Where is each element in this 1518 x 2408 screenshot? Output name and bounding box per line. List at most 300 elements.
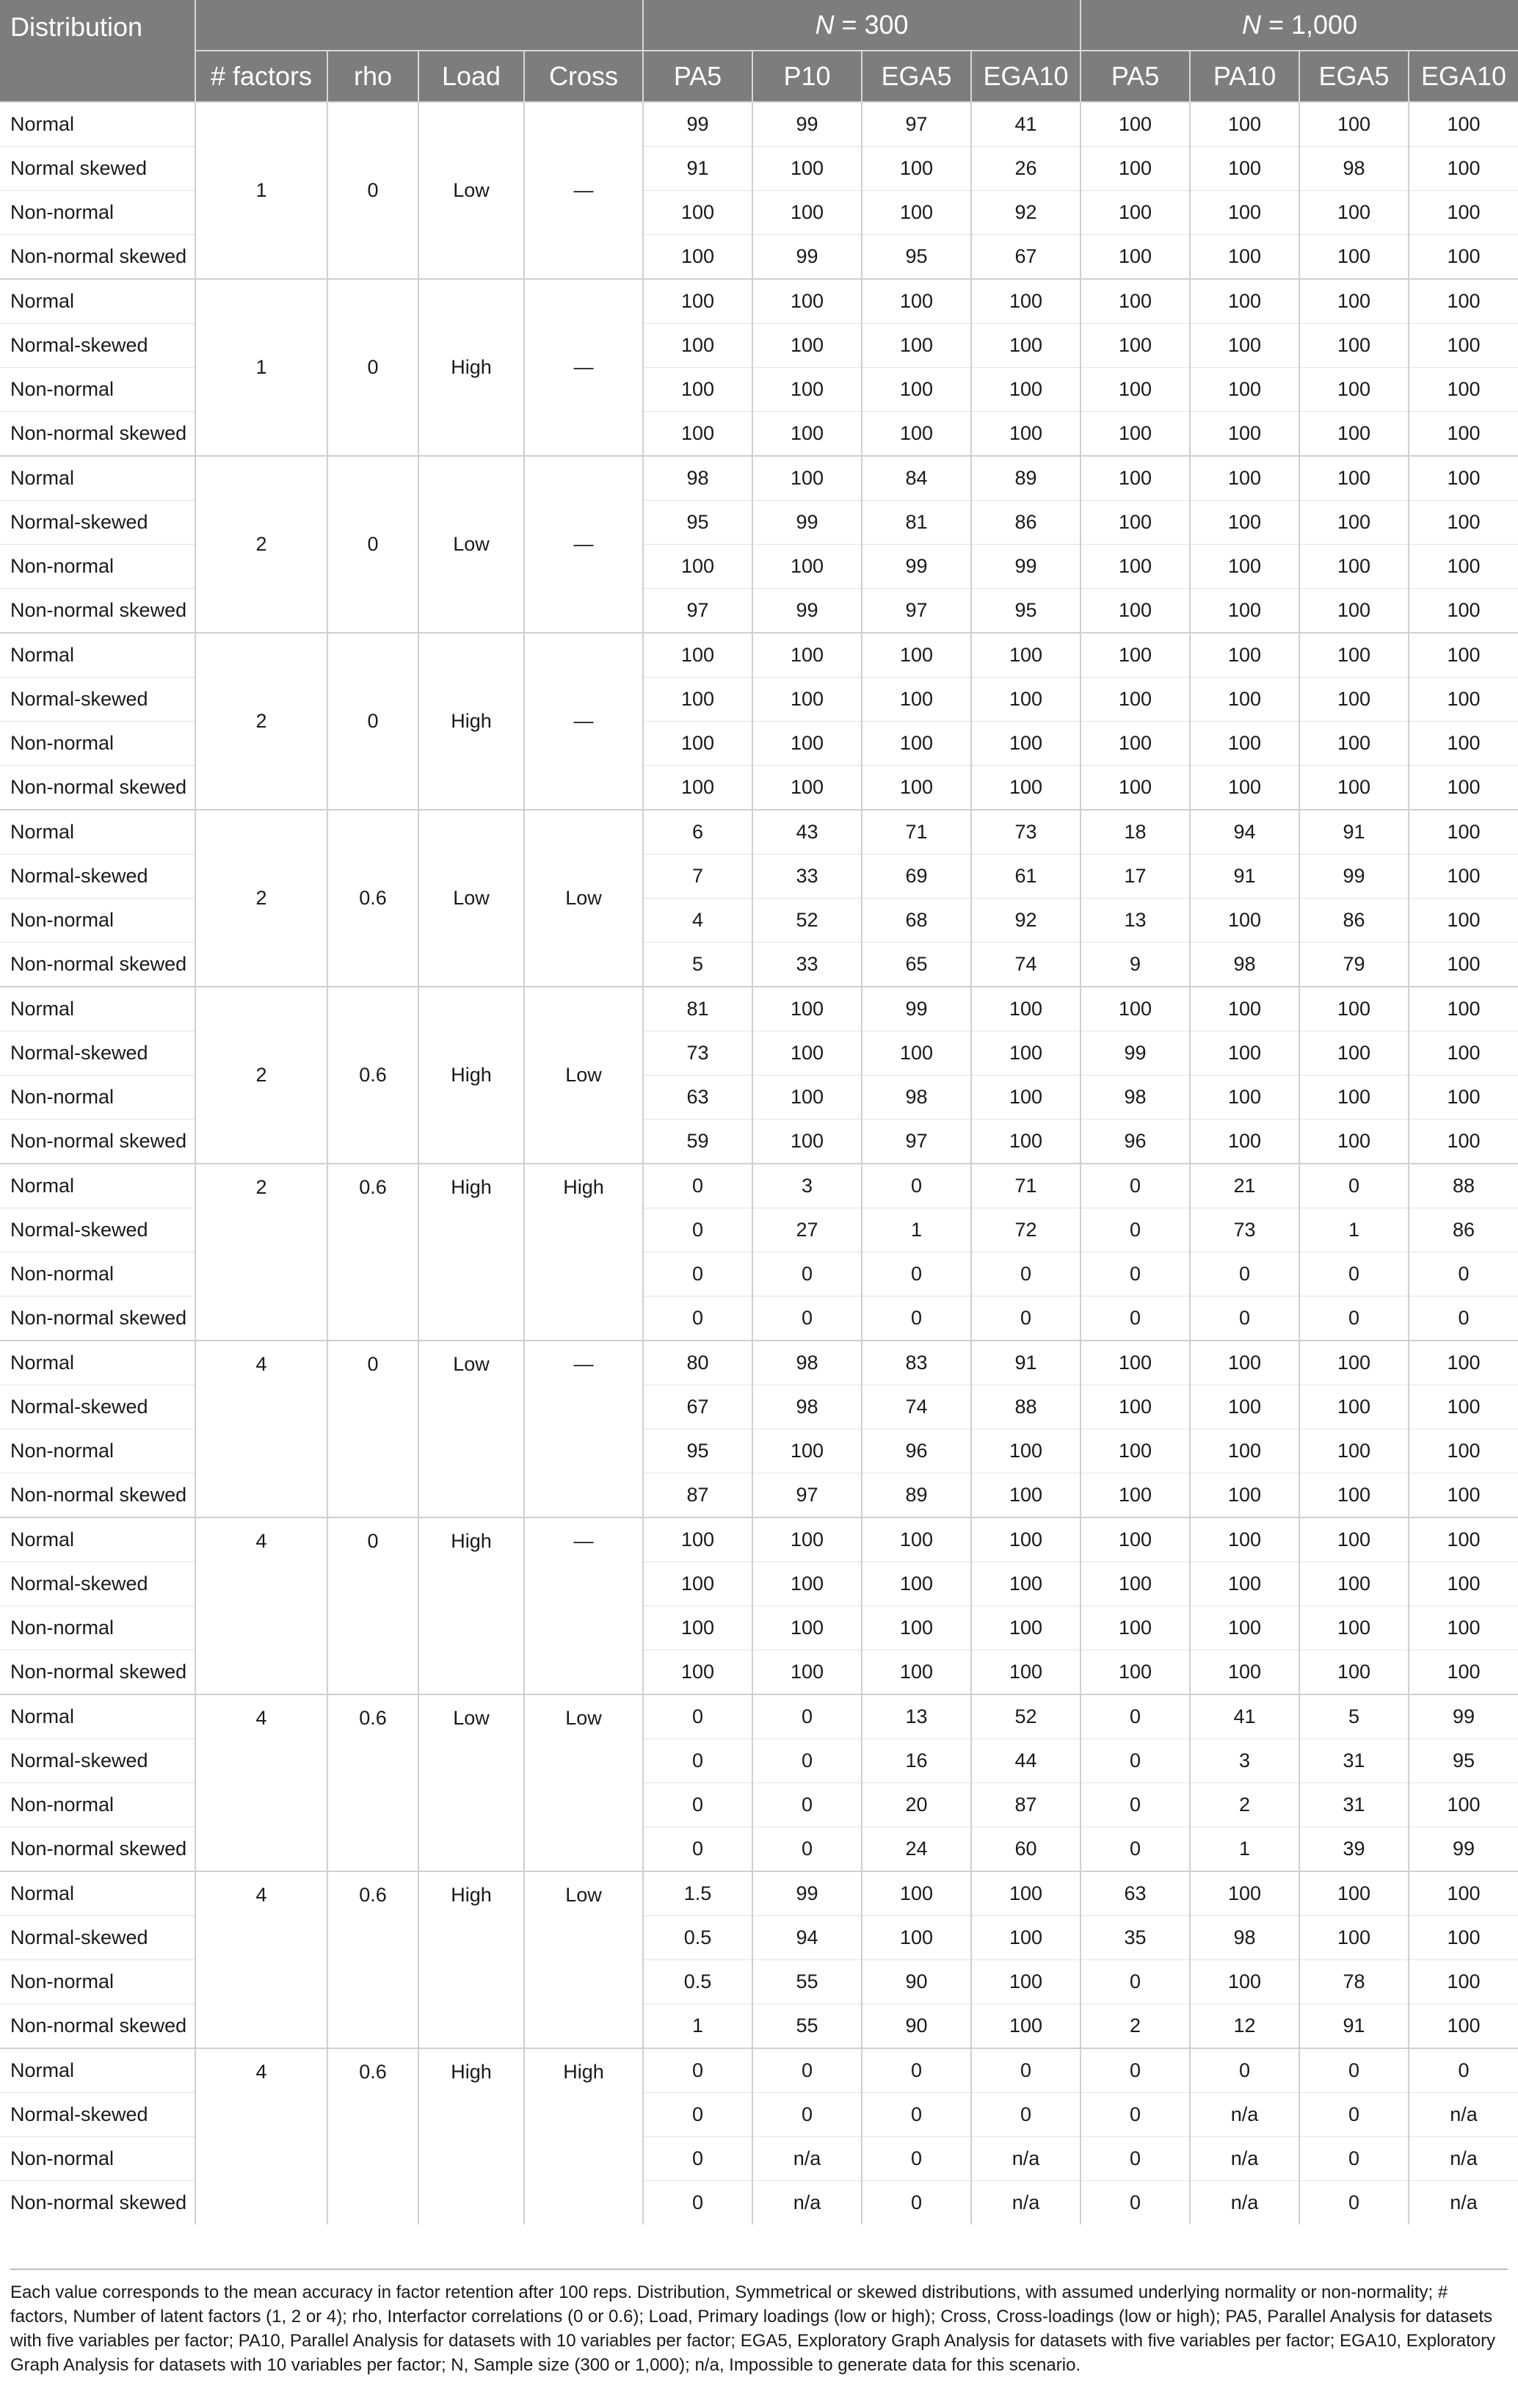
cell-value: 0	[862, 1252, 971, 1297]
cell-distribution: Non-normal	[0, 1252, 195, 1297]
cell-value: 0	[1081, 2048, 1190, 2093]
cell-factors: 2	[195, 1164, 327, 1341]
cell-value: 100	[1190, 766, 1299, 810]
cell-value: 100	[1190, 1120, 1299, 1164]
cell-distribution: Non-normal skewed	[0, 1473, 195, 1518]
cell-value: 100	[862, 1916, 971, 1960]
cell-distribution: Normal	[0, 1694, 195, 1739]
cell-value: 100	[643, 678, 752, 722]
cell-value: 0	[1190, 2048, 1299, 2093]
cell-value: n/a	[971, 2181, 1081, 2225]
cell-distribution: Non-normal	[0, 899, 195, 943]
cell-value: 100	[1081, 589, 1190, 634]
cell-value: 100	[1409, 722, 1518, 766]
cell-value: 0	[643, 2093, 752, 2137]
cell-factors: 2	[195, 633, 327, 810]
cell-value: 39	[1299, 1827, 1409, 1872]
cell-value: n/a	[971, 2137, 1081, 2181]
cell-value: 100	[1081, 1341, 1190, 1385]
cell-value: 100	[1299, 766, 1409, 810]
cell-value: 87	[971, 1783, 1081, 1827]
cell-value: 0	[1081, 1694, 1190, 1739]
cell-value: 13	[862, 1694, 971, 1739]
cell-value: 100	[643, 1562, 752, 1606]
cell-value: 0	[862, 2093, 971, 2137]
cell-value: 91	[971, 1341, 1081, 1385]
table-row	[0, 2048, 1518, 2093]
header-subcol: PA5	[643, 51, 752, 102]
cell-value: 0	[1299, 1297, 1409, 1341]
cell-value: 100	[1081, 1385, 1190, 1429]
cell-distribution: Normal-skewed	[0, 501, 195, 545]
cell-value: 0	[1081, 1960, 1190, 2004]
cell-value: 0	[862, 2181, 971, 2225]
cell-rho: 0.6	[327, 1694, 418, 1871]
cell-value: 73	[643, 1031, 752, 1076]
cell-cross: —	[524, 1341, 643, 1517]
cell-value: 100	[1409, 1916, 1518, 1960]
cell-value: 100	[862, 412, 971, 457]
cell-value: 100	[1081, 722, 1190, 766]
cell-value: 100	[862, 633, 971, 678]
cell-value: 98	[752, 1385, 862, 1429]
cell-value: 100	[1190, 412, 1299, 457]
cell-value: 100	[752, 633, 862, 678]
cell-value: 100	[752, 147, 862, 191]
cell-value: 16	[862, 1739, 971, 1783]
cell-value: 91	[1190, 855, 1299, 899]
cell-value: 100	[862, 766, 971, 810]
cell-value: 0	[1299, 1252, 1409, 1297]
cell-value: 13	[1081, 899, 1190, 943]
cell-value: 0	[1081, 1827, 1190, 1872]
cell-load: Low	[418, 102, 524, 279]
cell-value: 2	[1081, 2004, 1190, 2049]
cell-value: 0	[643, 1783, 752, 1827]
cell-value: 100	[1299, 1031, 1409, 1076]
cell-value: 100	[1409, 1650, 1518, 1695]
cell-value: 88	[971, 1385, 1081, 1429]
cell-value: 100	[1081, 633, 1190, 678]
cell-value: 0	[971, 2048, 1081, 2093]
cell-value: 83	[862, 1341, 971, 1385]
cell-distribution: Non-normal skewed	[0, 2181, 195, 2225]
cell-value: 100	[1081, 1650, 1190, 1695]
table-row	[0, 633, 1518, 678]
cell-value: 100	[1081, 412, 1190, 457]
cell-value: 100	[1409, 1341, 1518, 1385]
cell-value: 100	[1299, 1606, 1409, 1650]
cell-value: 79	[1299, 943, 1409, 987]
cell-value: 100	[1299, 1871, 1409, 1916]
cell-rho: 0	[327, 1517, 418, 1694]
cell-distribution: Normal-skewed	[0, 1031, 195, 1076]
cell-value: 100	[752, 1120, 862, 1164]
cell-value: 100	[1299, 589, 1409, 634]
cell-cross: Low	[524, 1871, 643, 2048]
cell-value: 0	[1299, 2048, 1409, 2093]
cell-distribution: Normal-skewed	[0, 1385, 195, 1429]
cell-value: 17	[1081, 855, 1190, 899]
cell-value: 0	[862, 2137, 971, 2181]
cell-value: 100	[1409, 1120, 1518, 1164]
cell-factors: 4	[195, 2048, 327, 2224]
cell-value: 100	[971, 368, 1081, 412]
cell-value: 100	[862, 324, 971, 368]
cell-distribution: Non-normal	[0, 191, 195, 235]
cell-value: 100	[1299, 1076, 1409, 1120]
cell-load: High	[418, 987, 524, 1164]
cell-value: 0	[643, 2181, 752, 2225]
cell-cross: —	[524, 456, 643, 633]
cell-value: 100	[1190, 368, 1299, 412]
cell-value: 100	[1409, 1960, 1518, 2004]
cell-value: 0	[1409, 1297, 1518, 1341]
cell-distribution: Normal	[0, 633, 195, 678]
cell-value: 100	[862, 1650, 971, 1695]
cell-value: 100	[1081, 1606, 1190, 1650]
cell-distribution: Non-normal skewed	[0, 943, 195, 987]
cell-value: 100	[643, 324, 752, 368]
cell-value: n/a	[1409, 2181, 1518, 2225]
cell-value: 100	[971, 1517, 1081, 1562]
cell-load: High	[418, 279, 524, 456]
cell-value: 0.5	[643, 1960, 752, 2004]
cell-value: 92	[971, 899, 1081, 943]
cell-distribution: Normal-skewed	[0, 678, 195, 722]
table-row	[0, 456, 1518, 501]
cell-value: n/a	[1409, 2137, 1518, 2181]
cell-value: 100	[1409, 102, 1518, 147]
cell-factors: 4	[195, 1517, 327, 1694]
cell-value: 100	[752, 1562, 862, 1606]
cell-value: 27	[752, 1208, 862, 1252]
cell-value: 98	[862, 1076, 971, 1120]
cell-distribution: Normal	[0, 1517, 195, 1562]
cell-distribution: Normal	[0, 987, 195, 1031]
cell-value: 100	[1190, 279, 1299, 324]
cell-value: 100	[1190, 1871, 1299, 1916]
cell-value: 100	[862, 722, 971, 766]
cell-value: 95	[862, 235, 971, 280]
cell-value: 100	[971, 678, 1081, 722]
cell-factors: 2	[195, 456, 327, 633]
cell-value: 86	[1299, 899, 1409, 943]
cell-value: 100	[1190, 1341, 1299, 1385]
cell-value: 100	[1299, 368, 1409, 412]
cell-value: 100	[971, 722, 1081, 766]
cell-value: 100	[1409, 1385, 1518, 1429]
cell-value: 86	[1409, 1208, 1518, 1252]
cell-value: 59	[643, 1120, 752, 1164]
cell-rho: 0.6	[327, 810, 418, 987]
cell-value: 100	[971, 1120, 1081, 1164]
cell-value: 84	[862, 456, 971, 501]
cell-value: 100	[1409, 1031, 1518, 1076]
cell-distribution: Normal	[0, 810, 195, 855]
cell-value: 100	[752, 279, 862, 324]
cell-value: 100	[1081, 102, 1190, 147]
cell-distribution: Normal	[0, 456, 195, 501]
table-body	[0, 102, 1518, 2224]
cell-value: 20	[862, 1783, 971, 1827]
header-subcol: EGA10	[1409, 51, 1518, 102]
cell-value: 0	[643, 1739, 752, 1783]
header-load: Load	[418, 51, 524, 102]
cell-value: 1.5	[643, 1871, 752, 1916]
cell-factors: 4	[195, 1694, 327, 1871]
cell-value: 100	[1190, 1650, 1299, 1695]
cell-value: 100	[1409, 1473, 1518, 1518]
cell-value: 100	[643, 1650, 752, 1695]
cell-value: 100	[1299, 1120, 1409, 1164]
cell-value: n/a	[1190, 2181, 1299, 2225]
cell-value: 99	[752, 501, 862, 545]
cell-distribution: Normal	[0, 1164, 195, 1208]
cell-value: 71	[971, 1164, 1081, 1208]
cell-value: 0	[1299, 2093, 1409, 2137]
cell-value: 0	[643, 1252, 752, 1297]
cell-value: 0	[1409, 1252, 1518, 1297]
cell-value: 35	[1081, 1916, 1190, 1960]
cell-value: 1	[1190, 1827, 1299, 1872]
cell-value: 98	[1081, 1076, 1190, 1120]
cell-value: 100	[1081, 456, 1190, 501]
cell-value: 100	[1409, 766, 1518, 810]
cell-value: 7	[643, 855, 752, 899]
cell-value: 0	[752, 1252, 862, 1297]
cell-value: 0	[1081, 2093, 1190, 2137]
cell-value: 100	[1299, 1517, 1409, 1562]
cell-load: Low	[418, 456, 524, 633]
cell-value: 100	[862, 678, 971, 722]
cell-cross: High	[524, 1164, 643, 1341]
cell-value: 55	[752, 1960, 862, 2004]
cell-load: Low	[418, 1694, 524, 1871]
cell-rho: 0	[327, 102, 418, 279]
cell-value: 97	[862, 1120, 971, 1164]
cell-value: 100	[1081, 147, 1190, 191]
cell-value: 0	[1081, 1739, 1190, 1783]
cell-value: 100	[1409, 456, 1518, 501]
cell-value: 86	[971, 501, 1081, 545]
cell-value: 31	[1299, 1739, 1409, 1783]
cell-load: High	[418, 2048, 524, 2224]
cell-value: 100	[862, 279, 971, 324]
cell-value: 0	[862, 1164, 971, 1208]
cell-value: 100	[643, 633, 752, 678]
cell-value: 0	[643, 1297, 752, 1341]
cell-distribution: Non-normal	[0, 722, 195, 766]
cell-value: 100	[1081, 1429, 1190, 1473]
cell-value: 100	[1299, 678, 1409, 722]
cell-value: 99	[752, 235, 862, 280]
cell-value: 99	[752, 102, 862, 147]
cell-value: 92	[971, 191, 1081, 235]
cell-cross: —	[524, 633, 643, 810]
cell-value: 100	[1081, 191, 1190, 235]
cell-load: High	[418, 633, 524, 810]
cell-value: 99	[1299, 855, 1409, 899]
cell-value: n/a	[752, 2181, 862, 2225]
cell-value: 91	[643, 147, 752, 191]
cell-value: 100	[1190, 1031, 1299, 1076]
cell-value: 100	[862, 1031, 971, 1076]
cell-value: 26	[971, 147, 1081, 191]
cell-factors: 2	[195, 987, 327, 1164]
table-row	[0, 279, 1518, 324]
cell-value: 0	[643, 2048, 752, 2093]
header-distribution: Distribution	[0, 0, 195, 102]
cell-distribution: Non-normal skewed	[0, 1827, 195, 1872]
cell-value: 100	[643, 1606, 752, 1650]
cell-distribution: Non-normal skewed	[0, 589, 195, 634]
cell-value: 52	[752, 899, 862, 943]
cell-value: 0	[1081, 2137, 1190, 2181]
cell-value: 100	[1299, 545, 1409, 589]
cell-value: 100	[1081, 766, 1190, 810]
cell-value: 100	[643, 545, 752, 589]
cell-value: 100	[971, 1031, 1081, 1076]
cell-value: 100	[1190, 456, 1299, 501]
cell-value: 100	[752, 1076, 862, 1120]
cell-value: 100	[1081, 279, 1190, 324]
cell-value: 100	[1081, 1517, 1190, 1562]
header-n-1000	[1081, 0, 1518, 51]
cell-value: 41	[1190, 1694, 1299, 1739]
cell-distribution: Normal	[0, 102, 195, 147]
cell-value: 100	[1190, 1429, 1299, 1473]
cell-value: n/a	[1190, 2137, 1299, 2181]
cell-value: 100	[643, 368, 752, 412]
cell-value: 98	[1190, 943, 1299, 987]
cell-value: 4	[643, 899, 752, 943]
cell-value: 100	[1409, 191, 1518, 235]
cell-value: 100	[1409, 147, 1518, 191]
cell-value: 63	[643, 1076, 752, 1120]
cell-value: 68	[862, 899, 971, 943]
cell-value: 100	[1299, 279, 1409, 324]
cell-factors: 2	[195, 810, 327, 987]
cell-cross: —	[524, 102, 643, 279]
cell-value: 0	[862, 2048, 971, 2093]
cell-value: 0	[752, 1827, 862, 1872]
cell-value: 100	[1299, 412, 1409, 457]
cell-value: 24	[862, 1827, 971, 1872]
cell-value: 100	[1299, 501, 1409, 545]
cell-value: 95	[971, 589, 1081, 634]
cell-value: 100	[1409, 589, 1518, 634]
cell-value: 1	[1299, 1208, 1409, 1252]
cell-value: 100	[1409, 1517, 1518, 1562]
cell-value: 100	[971, 1076, 1081, 1120]
cell-distribution: Normal	[0, 279, 195, 324]
cell-value: 100	[643, 191, 752, 235]
cell-value: 63	[1081, 1871, 1190, 1916]
cell-value: 100	[1409, 633, 1518, 678]
cell-value: 100	[1409, 1076, 1518, 1120]
header-blank-conditions	[195, 0, 643, 51]
cell-distribution: Non-normal skewed	[0, 1120, 195, 1164]
cell-value: 100	[1299, 1429, 1409, 1473]
cell-value: 100	[1190, 235, 1299, 280]
cell-value: 100	[643, 766, 752, 810]
cell-value: 100	[752, 1429, 862, 1473]
cell-distribution: Non-normal skewed	[0, 235, 195, 280]
cell-value: 96	[1081, 1120, 1190, 1164]
header-n-1000-value: = 1,000	[1260, 10, 1358, 40]
cell-value: 0	[1190, 1297, 1299, 1341]
cell-distribution: Normal	[0, 2048, 195, 2093]
cell-value: 100	[1190, 501, 1299, 545]
cell-value: 65	[862, 943, 971, 987]
cell-value: 100	[971, 1429, 1081, 1473]
cell-value: 99	[862, 545, 971, 589]
cell-value: 0	[1081, 1783, 1190, 1827]
cell-value: 100	[1190, 1473, 1299, 1518]
cell-value: 100	[971, 2004, 1081, 2049]
cell-distribution: Normal skewed	[0, 147, 195, 191]
cell-value: 100	[1409, 1606, 1518, 1650]
cell-load: Low	[418, 1341, 524, 1517]
header-cross: Cross	[524, 51, 643, 102]
cell-value: 100	[752, 766, 862, 810]
header-n-300-value: = 300	[834, 10, 909, 40]
cell-rho: 0.6	[327, 987, 418, 1164]
cell-value: 97	[643, 589, 752, 634]
cell-value: 94	[1190, 810, 1299, 855]
cell-value: 100	[1409, 810, 1518, 855]
cell-value: 100	[1190, 545, 1299, 589]
cell-value: 100	[862, 1606, 971, 1650]
cell-value: 0	[752, 1694, 862, 1739]
cell-value: 12	[1190, 2004, 1299, 2049]
cell-value: 100	[1081, 368, 1190, 412]
cell-value: 73	[1190, 1208, 1299, 1252]
cell-value: 100	[752, 722, 862, 766]
cell-value: 0	[1190, 1252, 1299, 1297]
cell-value: 0	[643, 1208, 752, 1252]
cell-value: 100	[1409, 412, 1518, 457]
cell-value: 100	[752, 456, 862, 501]
cell-value: 100	[752, 1606, 862, 1650]
header-subcol: EGA5	[1299, 51, 1409, 102]
cell-cross: Low	[524, 987, 643, 1164]
cell-value: 100	[643, 235, 752, 280]
cell-value: 100	[1409, 324, 1518, 368]
cell-value: 100	[971, 1650, 1081, 1695]
cell-value: 0	[971, 2093, 1081, 2137]
cell-load: High	[418, 1871, 524, 2048]
cell-value: 69	[862, 855, 971, 899]
cell-distribution: Normal	[0, 1871, 195, 1916]
cell-value: 100	[1190, 987, 1299, 1031]
header-factors: # factors	[195, 51, 327, 102]
cell-value: 100	[1081, 501, 1190, 545]
cell-value: 41	[971, 102, 1081, 147]
cell-value: 100	[1081, 678, 1190, 722]
cell-value: 80	[643, 1341, 752, 1385]
cell-value: 100	[1409, 943, 1518, 987]
cell-value: 100	[1190, 633, 1299, 678]
cell-value: 78	[1299, 1960, 1409, 2004]
cell-rho: 0	[327, 456, 418, 633]
cell-value: 0	[643, 1164, 752, 1208]
cell-value: 100	[752, 545, 862, 589]
cell-value: 100	[1081, 235, 1190, 280]
cell-value: 100	[1409, 368, 1518, 412]
cell-value: 100	[643, 722, 752, 766]
